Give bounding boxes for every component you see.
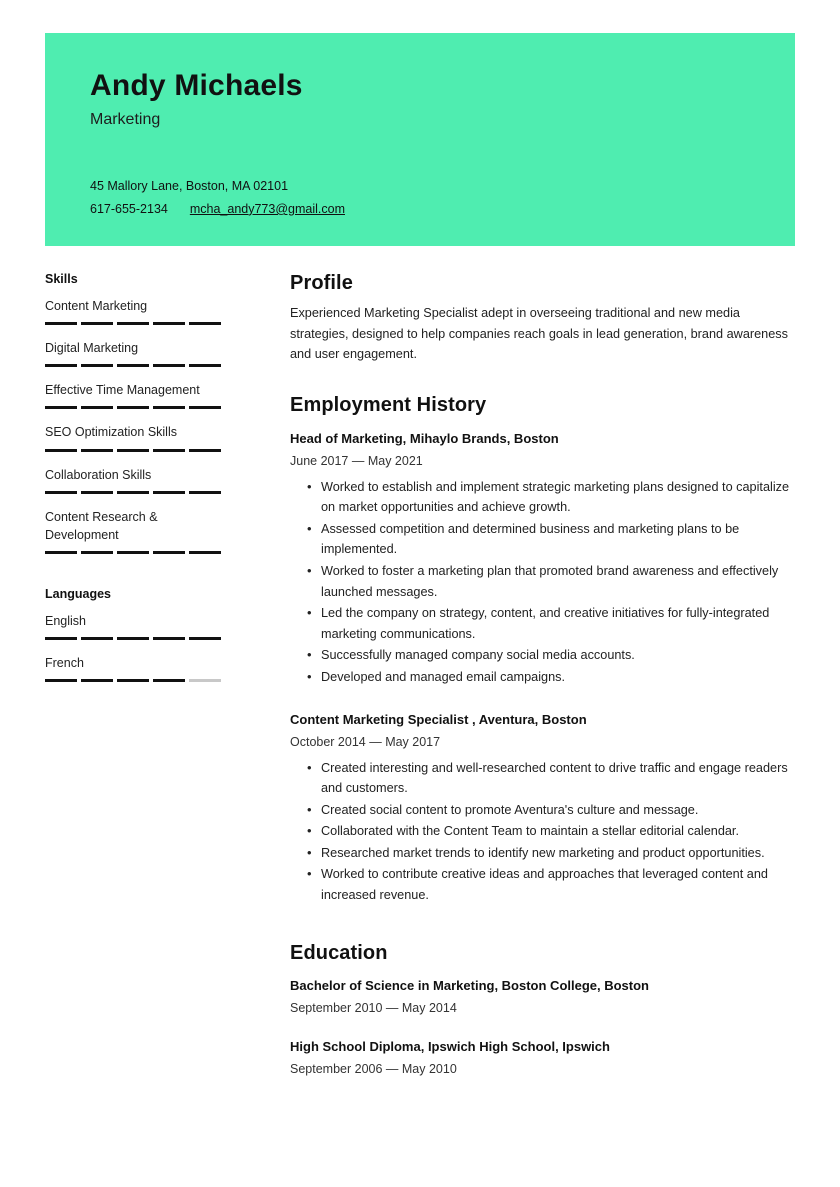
profile-text: Experienced Marketing Specialist adept in overseeing traditional and new media strategies, designed to help companies reach goals in lead generation, brand awareness and user engagement.: [290, 306, 788, 362]
skill-rating: [45, 364, 221, 367]
skill-label: Digital Marketing: [45, 341, 139, 356]
list-item: [45, 339, 221, 367]
contact-phone: 617-655-2134: [90, 201, 168, 216]
skill-rating: [45, 491, 221, 494]
education-dates: September 2006 — May 2010: [290, 1061, 457, 1076]
resume-header: [45, 33, 795, 246]
list-item: • Created social content to promote Aventura's culture and message.: [321, 800, 795, 821]
skill-rating: [45, 551, 221, 554]
list-item: • Worked to contribute creative ideas and approaches that leveraged content and increased revenue.: [321, 864, 795, 905]
skill-rating: [45, 449, 221, 452]
list-item: [45, 423, 221, 451]
page-title: Andy Michaels: [90, 69, 303, 102]
language-rating: [45, 637, 221, 640]
profile-heading: Profile: [290, 272, 353, 294]
skills-heading: Skills: [45, 272, 78, 286]
skill-label: Collaboration Skills: [45, 467, 152, 482]
education-title: Bachelor of Science in Marketing, Boston College, Boston: [290, 977, 649, 993]
education-heading: Education: [290, 941, 388, 964]
list-item: • Assessed competition and determined business and marketing plans to be implemented.: [321, 519, 795, 560]
list-item: • Worked to foster a marketing plan that promoted brand awareness and effectively launched messages.: [321, 561, 795, 602]
contact-row: [90, 198, 750, 221]
language-label: English: [45, 613, 86, 628]
employment-dates: June 2017 — May 2021: [290, 453, 423, 468]
skill-label: Effective Time Management: [45, 383, 200, 398]
list-item: • Researched market trends to identify new marketing and product opportunities.: [321, 843, 795, 864]
sidebar: [45, 272, 245, 1076]
skill-label: Content Research & Development: [45, 509, 158, 542]
job-role-subtitle: Marketing: [90, 111, 161, 128]
list-item: • Worked to establish and implement strategic marketing plans designed to capitalize on market opportunities and achieve growth.: [321, 477, 795, 518]
list-item: [45, 297, 221, 325]
contact-block: [90, 175, 750, 221]
list-item: [45, 508, 221, 554]
resume-body: [45, 246, 795, 1076]
skill-rating: [45, 322, 221, 325]
education-entry: [290, 1039, 795, 1076]
language-rating: [45, 679, 221, 682]
list-item: [45, 466, 221, 494]
list-item: • Led the company on strategy, content, and creative initiatives for fully-integrated marketing communications.: [321, 603, 795, 644]
employment-bullets: [290, 477, 795, 688]
employment-title: Content Marketing Specialist , Aventura, Boston: [290, 711, 587, 727]
education-dates: September 2010 — May 2014: [290, 1000, 457, 1015]
list-item: [45, 612, 221, 640]
list-item: • Collaborated with the Content Team to maintain a stellar editorial calendar.: [321, 821, 795, 842]
employment-entry: [290, 431, 795, 688]
contact-address: 45 Mallory Lane, Boston, MA 02101: [90, 178, 289, 193]
education-title: High School Diploma, Ipswich High School, Ipswich: [290, 1038, 610, 1054]
contact-email-link[interactable]: mcha_andy773@gmail.com: [189, 201, 345, 216]
skill-label: Content Marketing: [45, 299, 148, 313]
employment-heading: Employment History: [290, 393, 487, 416]
list-item: • Created interesting and well-researched content to drive traffic and engage readers and customers.: [321, 758, 795, 799]
employment-entry: [290, 712, 795, 906]
skill-label: SEO Optimization Skills: [45, 425, 177, 440]
language-label: French: [45, 656, 84, 670]
list-item: [45, 654, 221, 682]
main-content: [245, 272, 795, 1076]
education-entry: [290, 978, 795, 1015]
employment-dates: October 2014 — May 2017: [290, 734, 441, 749]
list-item: • Successfully managed company social media accounts.: [321, 645, 795, 666]
skill-rating: [45, 406, 221, 409]
employment-title: Head of Marketing, Mihaylo Brands, Boston: [290, 430, 559, 446]
list-item: • Developed and managed email campaigns.: [321, 667, 795, 688]
employment-bullets: [290, 758, 795, 906]
languages-heading: Languages: [45, 586, 111, 601]
list-item: [45, 381, 221, 409]
